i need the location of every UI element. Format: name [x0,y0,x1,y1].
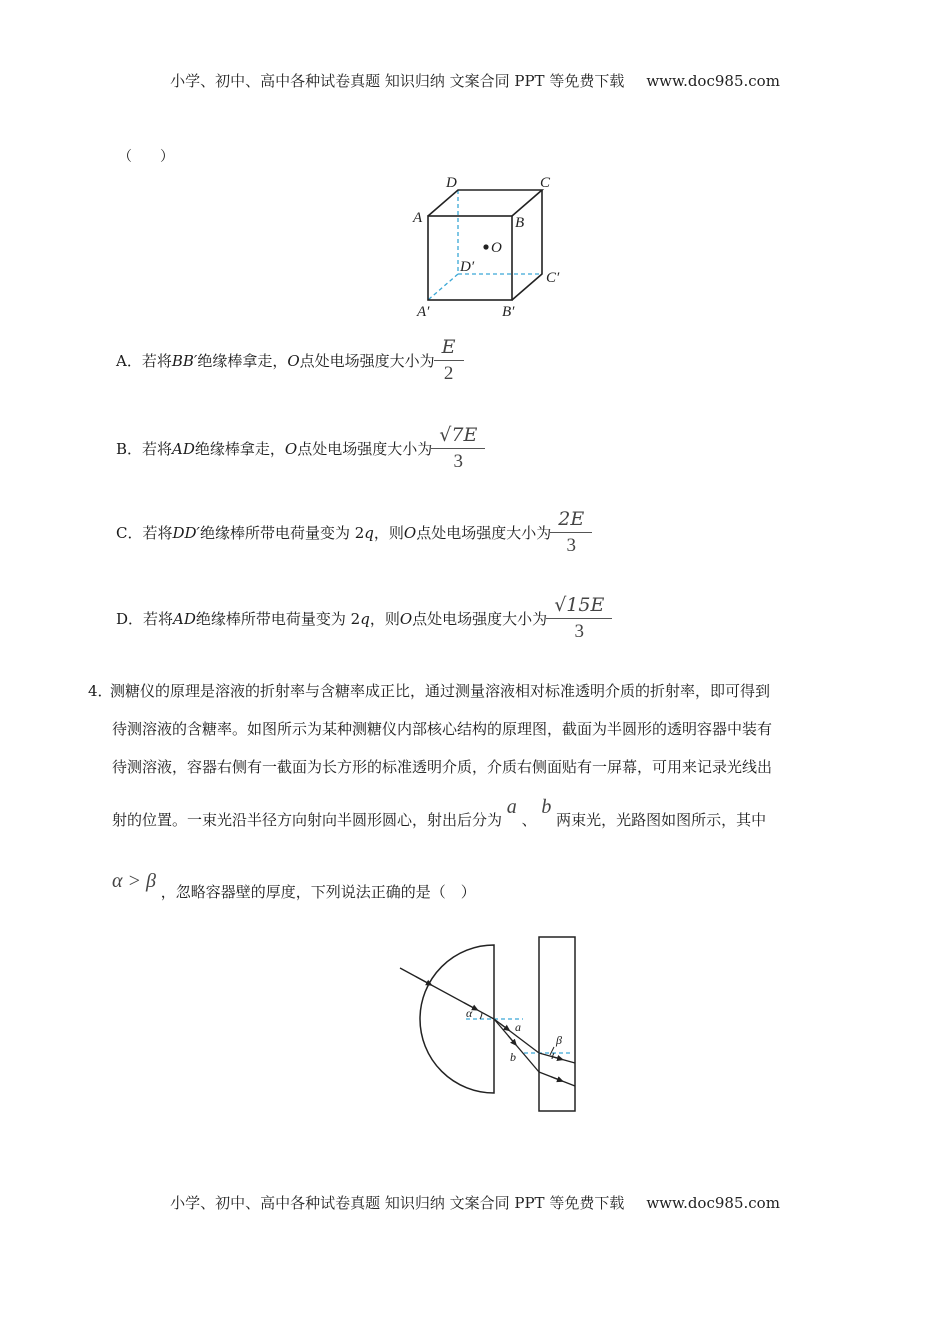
question-text: 射的位置。一束光沿半径方向射向半圆形圆心，射出后分为 [112,811,503,829]
symbol-a: a [506,796,517,818]
footer-text: 小学、初中、高中各种试卷真题 知识归纳 文案合同 PPT 等免费下载 [170,1194,625,1212]
question-text: ，忽略容器壁的厚度，下列说法正确的是（ ） [160,883,476,901]
fraction-numerator: 2E [558,508,585,530]
option-a [116,336,460,385]
option-letter: C． [116,524,143,542]
point-name: O [399,609,413,628]
label-A1: A′ [417,304,430,320]
label-D1: D′ [460,259,475,275]
label-beta: β [556,1033,562,1047]
label-A: A [413,210,423,226]
fraction-denominator: 3 [431,448,485,473]
header-site: www.doc985.com [646,72,780,90]
option-letter: D． [116,610,144,628]
option-text: 点处电场强度大小为 [297,440,433,458]
rod-name: BB′ [171,351,198,370]
option-c [116,508,588,557]
option-text: ，则 [373,524,404,542]
option-text: 绝缘棒所带电荷量变为 2 [199,524,365,542]
fraction-numerator: √7E [439,424,478,446]
q4-line-1 [88,680,770,701]
q4-line-3: 待测溶液，容器右侧有一截面为长方形的标准透明介质，介质右侧面贴有一屏幕，可用来记录光线出 [112,758,773,776]
point-name: O [287,351,300,370]
option-text: 若将 [141,352,172,370]
point-name: O [284,439,298,458]
option-b [116,424,481,473]
label-C1: C′ [546,270,560,286]
fraction [438,336,460,385]
page-header [0,70,950,91]
option-text: 点处电场强度大小为 [299,352,435,370]
fraction-denominator: 3 [546,618,612,643]
option-text: 若将 [143,610,174,628]
fraction-numerator: E [441,336,456,358]
option-text: 绝缘棒拿走， [197,352,288,370]
option-text: 若将 [142,440,173,458]
label-b: b [510,1050,516,1064]
fraction [435,424,481,473]
condition-alpha-beta: α > β [112,870,156,892]
rod-name: DD′ [172,523,200,542]
q4-line-2: 待测溶液的含糖率。如图所示为某种测糖仪内部核心结构的原理图，截面为半圆形的透明容器中装有 [112,720,773,738]
page-footer [0,1192,950,1213]
header-text: 小学、初中、高中各种试卷真题 知识归纳 文案合同 PPT 等免费下载 [170,72,625,90]
question-number: 4． [88,682,113,700]
label-alpha: α [466,1006,473,1020]
label-B: B [515,215,525,231]
rod-name: AD [173,609,196,628]
footer-site: www.doc985.com [646,1194,780,1212]
question-text: 两束光，光路图如图所示，其中 [556,811,767,829]
option-text: ，则 [369,610,400,628]
q3-answer-blank: （ ） [118,149,174,165]
point-name: O [403,523,417,542]
fraction [550,594,608,643]
option-d [116,594,608,643]
label-a: a [515,1020,521,1034]
fraction-denominator: 3 [550,532,592,557]
label-O: O [491,240,502,256]
q4-line-5 [112,870,476,903]
question-text: 测糖仪的原理是溶液的折射率与含糖率成正比，通过测量溶液相对标准透明介质的折射率，即可得到 [110,682,771,700]
rod-name: AD [172,439,195,458]
separator: 、 [521,811,537,829]
label-C: C [540,175,551,191]
q4-line-4 [112,796,767,831]
optics-figure [396,935,586,1115]
fraction-denominator: 2 [434,360,464,385]
option-text: 绝缘棒拿走， [194,440,285,458]
cube-figure [400,170,580,330]
option-text: 绝缘棒所带电荷量变为 2 [195,610,361,628]
option-text: 若将 [142,524,173,542]
label-B1: B′ [502,304,515,320]
option-letter: B． [116,440,143,458]
label-D: D [446,175,457,191]
option-letter: A． [116,352,142,370]
option-text: 点处电场强度大小为 [416,524,552,542]
fraction-numerator: √15E [554,594,605,616]
fraction [554,508,588,557]
charge-symbol: q [364,523,374,542]
symbol-b: b [541,796,552,818]
option-text: 点处电场强度大小为 [412,610,548,628]
charge-symbol: q [360,609,370,628]
